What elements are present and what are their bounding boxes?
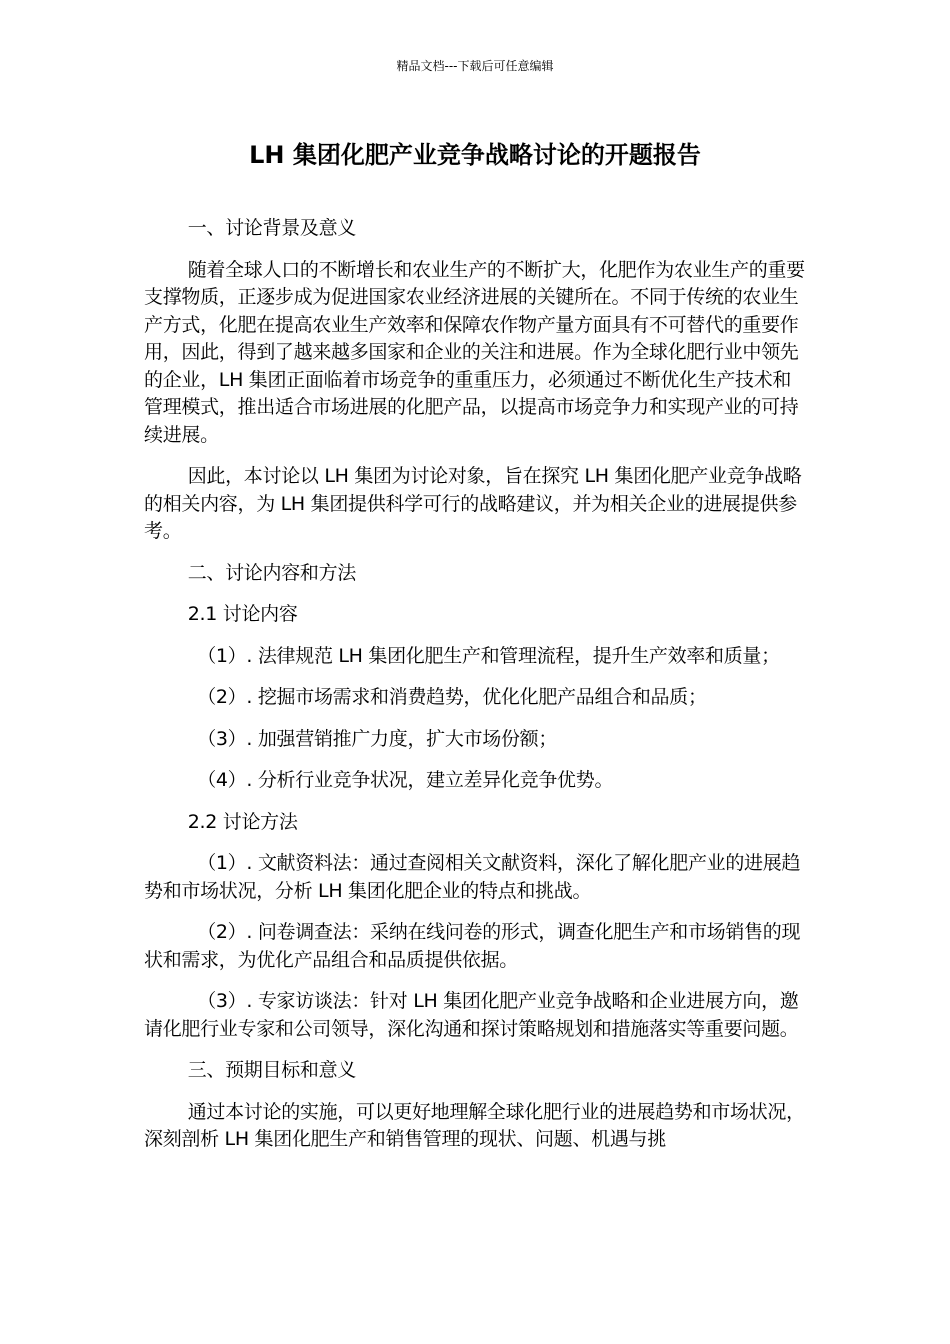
list-item: （3）. 加强营销推广力度，扩大市场份额； — [197, 727, 558, 750]
section-1-paragraph-1: 随着全球人口的不断增长和农业生产的不断扩大，化肥作为农业生产的重要支撑物质，正逐步成为促进国家农业经济进展的关键所在。不同于传统的农业生产方式，化肥在提高农业生产效率和保障农作物产量方面具有不可替代的重要作用，因此，得到了越来越多国家和企业的关注和进展。作为全球化肥行业中领先的企业，LH 集团正面临着市场竞争的重重压力，必须通过不断优化生产技术和管理模式，推出适合市场进展的化肥产品，以提高市场竞争力和实现产业的可持续进展。 — [144, 258, 805, 446]
section-1-paragraph-2: 因此，本讨论以 LH 集团为讨论对象，旨在探究 LH 集团化肥产业竞争战略的相关内容，为 LH 集团提供科学可行的战略建议，并为相关企业的进展提供参考。 — [144, 465, 802, 542]
section-2-2-heading: 2.2 讨论方法 — [187, 810, 298, 833]
section-1-heading: 一、讨论背景及意义 — [187, 217, 356, 239]
document-body — [144, 215, 806, 1154]
list-item: （2）. 问卷调查法：采纳在线问卷的形式，调查化肥生产和市场销售的现状和需求，为优化产品组合和品质提供依据。 — [144, 921, 801, 971]
list-item: （3）. 专家访谈法：针对 LH 集团化肥产业竞争战略和企业进展方向，邀请化肥行业专家和公司领导，深化沟通和探讨策略规划和措施落实等重要问题。 — [144, 990, 799, 1040]
section-3-paragraph-1: 通过本讨论的实施，可以更好地理解全球化肥行业的进展趋势和市场状况，深刻剖析 LH 集团化肥生产和销售管理的现状、问题、机遇与挑 — [144, 1100, 805, 1150]
document-title: LH 集团化肥产业竞争战略讨论的开题报告 — [249, 141, 701, 169]
section-2-1-heading: 2.1 讨论内容 — [187, 603, 298, 625]
list-item: （4）. 分析行业竞争状况，建立差异化竞争优势。 — [197, 769, 614, 791]
list-item: （1）. 文献资料法：通过查阅相关文献资料，深化了解化肥产业的进展趋势和市场状况，分析 LH 集团化肥企业的特点和挑战。 — [144, 852, 801, 902]
list-item: （2）. 挖掘市场需求和消费趋势，优化化肥产品组合和品质； — [197, 686, 707, 708]
section-3-heading: 三、预期目标和意义 — [187, 1059, 356, 1081]
section-2-heading: 二、讨论内容和方法 — [187, 561, 356, 584]
list-item: （1）. 法律规范 LH 集团化肥生产和管理流程，提升生产效率和质量； — [197, 644, 780, 667]
page-header-note: 精品文档---下载后可任意编辑 — [396, 59, 554, 73]
